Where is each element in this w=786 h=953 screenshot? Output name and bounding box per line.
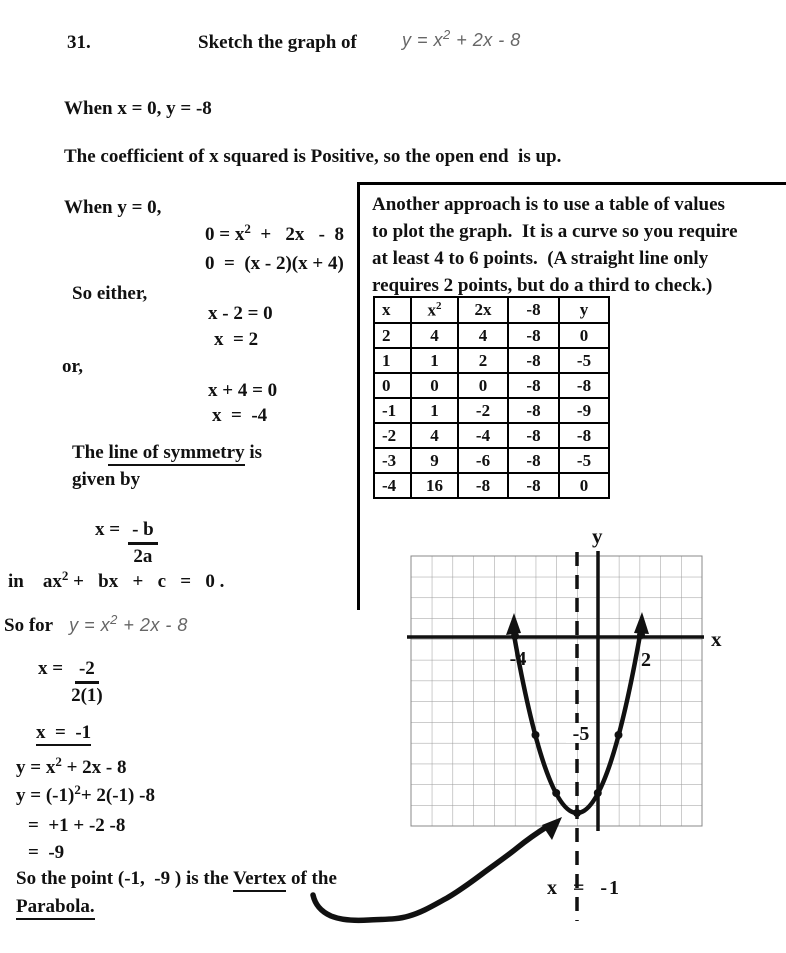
table-of-values [373, 296, 610, 499]
data-point [594, 789, 602, 797]
table-cell: 1 [374, 348, 411, 373]
x-axis-label: x [711, 627, 722, 651]
fraction-denominator: 2(1) [71, 684, 103, 706]
equation-superscript: 2 [74, 782, 81, 797]
table-cell: -8 [508, 398, 559, 423]
so-for-label: So for [4, 615, 54, 636]
table-header-cell: $x^2$ [411, 297, 458, 323]
table-cell: -8 [508, 373, 559, 398]
table-cell: -8 [508, 348, 559, 373]
equation-text: in ax [8, 571, 62, 592]
data-point [532, 731, 540, 739]
equation-text: + 2x - 8 [61, 757, 127, 778]
problem-equation [402, 27, 521, 51]
table-cell: -2 [374, 423, 411, 448]
fraction-numerator: -2 [75, 658, 99, 684]
table-cell: 0 [411, 373, 458, 398]
equation-superscript: 2 [55, 754, 62, 769]
equation-superscript: 2 [244, 221, 251, 236]
header-superscript: 2 [436, 299, 442, 312]
table-row [374, 348, 609, 373]
intercept-label-left: -4 [509, 648, 527, 670]
or-line: or, [62, 356, 83, 377]
data-point [552, 789, 560, 797]
root2-eq: x + 4 = 0 [208, 380, 278, 401]
conclusion-text: of the [286, 868, 337, 889]
factor-eq1 [205, 221, 344, 246]
table-cell: -8 [458, 473, 508, 498]
table-cell: 0 [559, 323, 609, 348]
symmetry-result-text: x = -1 [36, 722, 91, 746]
vertex-calc4: = -9 [28, 842, 65, 863]
data-point [511, 632, 519, 640]
table-header-cell: y [559, 297, 609, 323]
table-header-cell: 2x [458, 297, 508, 323]
symmetry-underlined-text: line of symmetry [108, 442, 244, 466]
equation-text: + 2x - 8 [117, 615, 188, 635]
equation-text: . [214, 571, 225, 592]
equation-text: + 2x - 8 [450, 30, 521, 50]
table-cell: -4 [374, 473, 411, 498]
fraction-denominator: 2a [133, 545, 153, 567]
data-point [637, 631, 645, 639]
root2-value: x = -4 [212, 405, 268, 426]
table-cell: 0 [559, 473, 609, 498]
formula-lhs: x = [95, 519, 121, 540]
data-point [615, 731, 623, 739]
formula-fraction [71, 658, 103, 707]
so-either-line: So either, [72, 283, 148, 304]
table-cell: 0 [458, 373, 508, 398]
fraction-numerator: - b [128, 519, 158, 545]
conclusion-line2 [16, 896, 95, 918]
parabola-graph [200, 515, 786, 953]
vertex-calc1 [16, 754, 127, 779]
table-header-cell: -8 [508, 297, 559, 323]
table-row [374, 473, 609, 498]
table-cell: -8 [508, 448, 559, 473]
graph-grid [411, 556, 702, 826]
formula-lhs: x = [38, 658, 64, 679]
equation-text: y = x [69, 615, 111, 635]
equation-text: y = x [16, 757, 56, 778]
table-cell: -3 [374, 448, 411, 473]
when-y-line: When y = 0, [64, 197, 162, 218]
equation-superscript: 2 [443, 27, 451, 42]
table-cell: 9 [411, 448, 458, 473]
equation-superscript: 2 [110, 612, 118, 627]
problem-prompt: Sketch the graph of [198, 32, 357, 53]
table-cell: -8 [508, 423, 559, 448]
note-line: at least 4 to 6 points. (A straight line only [372, 248, 709, 269]
table-cell: -8 [559, 373, 609, 398]
table-cell: -8 [508, 473, 559, 498]
note-box-text [372, 191, 738, 299]
table-cell: 16 [411, 473, 458, 498]
table-header-cell: x [374, 297, 411, 323]
note-line: to plot the graph. It is a curve so you require [372, 221, 738, 242]
symmetry-text: is [244, 442, 263, 463]
table-row [374, 323, 609, 348]
equation-text: 0 = x [205, 224, 245, 245]
coefficient-line: The coefficient of x squared is Positive, so the open end is up. [64, 146, 562, 167]
conclusion-text: So the point (-1, -9 ) is the [16, 868, 234, 889]
equation-text: y = (-1) [16, 785, 75, 806]
vertex-underlined-text: Vertex [233, 868, 286, 892]
table-cell: 1 [411, 398, 458, 423]
equation-text: y = x [402, 30, 444, 50]
table-cell: 2 [458, 348, 508, 373]
hand-drawn-arrow [313, 826, 548, 920]
table-cell: -5 [559, 448, 609, 473]
table-cell: 4 [458, 323, 508, 348]
table-cell: -6 [458, 448, 508, 473]
table-header-row [374, 297, 609, 323]
symmetry-result [36, 722, 91, 744]
symmetry-equation-label: x = -1 [546, 877, 622, 899]
factor-eq2: 0 = (x - 2)(x + 4) [205, 253, 344, 274]
note-line: requires 2 points, but do a third to check.) [372, 275, 713, 296]
so-for-line [4, 612, 188, 637]
so-for-equation [69, 612, 188, 635]
when-x-line: When x = 0, y = -8 [64, 98, 212, 119]
table-cell: -1 [374, 398, 411, 423]
general-form-line [8, 568, 225, 593]
note-line: Another approach is to use a table of values [372, 194, 725, 215]
symmetry-line1 [72, 442, 262, 464]
table-row [374, 373, 609, 398]
table-cell: -2 [458, 398, 508, 423]
root1-eq: x - 2 = 0 [208, 303, 273, 324]
table-row [374, 448, 609, 473]
table-cell: 4 [411, 423, 458, 448]
mid-value-label: -5 [572, 723, 590, 745]
table-cell: -5 [559, 348, 609, 373]
intercept-label-right: 2 [641, 649, 651, 671]
table-cell: -8 [559, 423, 609, 448]
problem-number: 31. [67, 32, 91, 53]
substitution-fraction [38, 658, 103, 707]
table-cell: 1 [411, 348, 458, 373]
parabola-underlined-text: Parabola. [16, 896, 95, 920]
symmetry-line2: given by [72, 469, 141, 490]
y-axis-label: y [592, 524, 603, 548]
equation-text: + bx + c = 0 [68, 571, 215, 592]
equation-text: + 2x - 8 [250, 224, 344, 245]
table-row [374, 398, 609, 423]
vertex-point [573, 809, 581, 817]
equation-superscript: 2 [61, 568, 69, 583]
table-cell: 2 [374, 323, 411, 348]
table-row [374, 423, 609, 448]
vertex-calc3: = +1 + -2 -8 [28, 815, 126, 836]
root1-value: x = 2 [214, 329, 259, 350]
vertex-calc2 [16, 782, 155, 807]
table-cell: 4 [411, 323, 458, 348]
table-cell: -9 [559, 398, 609, 423]
table-cell: 0 [374, 373, 411, 398]
table-cell: -4 [458, 423, 508, 448]
symmetry-text: The [72, 442, 109, 463]
table-cell: -8 [508, 323, 559, 348]
symmetry-formula [95, 519, 158, 568]
formula-fraction [128, 519, 158, 568]
equation-text: + 2(-1) -8 [80, 785, 155, 806]
values-table-body [374, 323, 609, 498]
